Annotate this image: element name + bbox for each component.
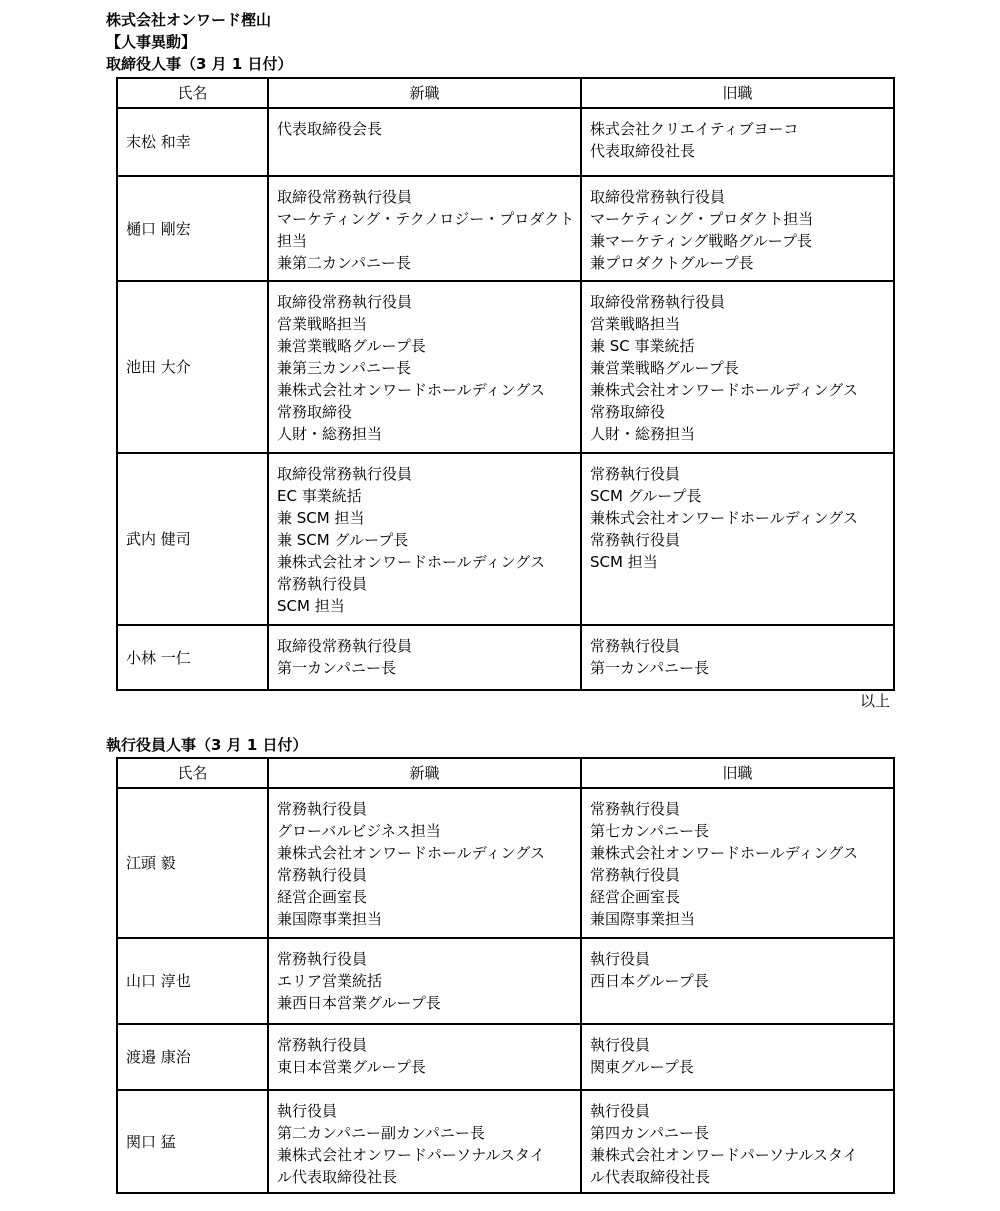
table-header-row [117, 758, 894, 788]
person-name: 江頭 毅 [117, 788, 268, 938]
old-position-line: 取締役常務執行役員 [590, 293, 726, 311]
column-header-new-position: 新職 [268, 758, 581, 788]
new-position-cell [268, 938, 581, 1024]
company-name: 株式会社オンワード樫山 [106, 11, 272, 29]
person-name: 末松 和幸 [117, 108, 268, 176]
new-position-line: 常務取締役 [277, 403, 353, 421]
person-name: 樋口 剛宏 [117, 176, 268, 281]
old-position-line: 関東グループ長 [590, 1058, 694, 1076]
new-position-line: マーケティング・テクノロジー・プロダクト [277, 210, 575, 228]
old-position-line: 第七カンパニー長 [590, 822, 709, 840]
new-position-line: 担当 [277, 232, 308, 250]
old-position-line: 執行役員 [590, 1102, 651, 1120]
new-position-line: ル代表取締役社長 [277, 1168, 398, 1186]
new-position-line: 兼株式会社オンワードホールディングス [277, 553, 546, 571]
table-row [117, 1090, 894, 1193]
column-header-name: 氏名 [117, 78, 268, 108]
old-position-cell [581, 176, 894, 281]
directors-table [116, 77, 895, 691]
old-position-cell [581, 281, 894, 453]
old-position-cell [581, 1024, 894, 1090]
new-position-line: 兼国際事業担当 [277, 910, 383, 928]
old-position-cell [581, 625, 894, 690]
old-position-line: 兼マーケティング戦略グループ長 [590, 232, 813, 250]
new-position-line: 常務執行役員 [277, 1036, 368, 1054]
officers-table [116, 757, 895, 1194]
new-position-line: 兼第二カンパニー長 [277, 254, 411, 272]
person-name: 小林 一仁 [117, 625, 268, 690]
new-position-line: 取締役常務執行役員 [277, 465, 413, 483]
old-position-line: 第一カンパニー長 [590, 659, 709, 677]
old-position-line: 営業戦略担当 [590, 315, 681, 333]
old-position-line: 代表取締役社長 [590, 142, 696, 160]
section-title-directors: 取締役人事（3 月 1 日付） [106, 55, 293, 73]
old-position-cell [581, 788, 894, 938]
new-position-line: 第一カンパニー長 [277, 659, 396, 677]
new-position-line: 兼西日本営業グループ長 [277, 994, 441, 1012]
new-position-line: 取締役常務執行役員 [277, 637, 413, 655]
old-position-line: 執行役員 [590, 1036, 651, 1054]
person-name: 池田 大介 [117, 281, 268, 453]
new-position-line: EC 事業統括 [277, 487, 362, 505]
new-position-line: グローバルビジネス担当 [277, 822, 441, 840]
new-position-line: 常務執行役員 [277, 575, 368, 593]
table-row [117, 625, 894, 690]
new-position-cell [268, 1024, 581, 1090]
old-position-cell [581, 1090, 894, 1193]
person-name: 山口 淳也 [117, 938, 268, 1024]
new-position-cell [268, 453, 581, 625]
new-position-line: 常務執行役員 [277, 950, 368, 968]
old-position-line: 兼株式会社オンワードホールディングス [590, 509, 859, 527]
old-position-line: 兼国際事業担当 [590, 910, 696, 928]
table-row [117, 938, 894, 1024]
old-position-line: 常務執行役員 [590, 531, 681, 549]
person-name: 関口 猛 [117, 1090, 268, 1193]
old-position-line: 兼営業戦略グループ長 [590, 359, 739, 377]
column-header-old-position: 旧職 [581, 78, 894, 108]
new-position-line: 東日本営業グループ長 [277, 1058, 426, 1076]
new-position-cell [268, 176, 581, 281]
old-position-line: 株式会社クリエイティブヨーコ [590, 120, 799, 138]
new-position-line: 常務執行役員 [277, 800, 368, 818]
old-position-line: 取締役常務執行役員 [590, 188, 726, 206]
old-position-line: 第四カンパニー長 [590, 1124, 709, 1142]
table-row [117, 176, 894, 281]
column-header-name: 氏名 [117, 758, 268, 788]
old-position-cell [581, 453, 894, 625]
new-position-line: SCM 担当 [277, 597, 345, 615]
new-position-cell [268, 281, 581, 453]
new-position-line: 兼株式会社オンワードホールディングス [277, 844, 546, 862]
document-title: 【人事異動】 [106, 33, 197, 51]
new-position-line: 兼株式会社オンワードパーソナルスタイ [277, 1146, 545, 1164]
closing-mark: 以上 [860, 692, 891, 710]
new-position-line: 兼営業戦略グループ長 [277, 337, 426, 355]
table-row [117, 788, 894, 938]
old-position-line: 執行役員 [590, 950, 651, 968]
new-position-cell [268, 625, 581, 690]
new-position-line: 兼第三カンパニー長 [277, 359, 411, 377]
table-row [117, 281, 894, 453]
old-position-line: ル代表取締役社長 [590, 1168, 711, 1186]
new-position-line: 取締役常務執行役員 [277, 188, 413, 206]
column-header-old-position: 旧職 [581, 758, 894, 788]
new-position-line: 兼 SCM グループ長 [277, 531, 409, 549]
old-position-line: 兼株式会社オンワードホールディングス [590, 381, 859, 399]
new-position-line: 常務執行役員 [277, 866, 368, 884]
new-position-line: 執行役員 [277, 1102, 338, 1120]
old-position-line: SCM 担当 [590, 553, 658, 571]
old-position-line: 人財・総務担当 [590, 425, 696, 443]
new-position-cell [268, 1090, 581, 1193]
table-header-row [117, 78, 894, 108]
new-position-line: 経営企画室長 [277, 888, 368, 906]
new-position-line: 営業戦略担当 [277, 315, 368, 333]
table-row [117, 108, 894, 176]
old-position-line: 兼プロダクトグループ長 [590, 254, 754, 272]
person-name: 渡邉 康治 [117, 1024, 268, 1090]
new-position-line: 人財・総務担当 [277, 425, 383, 443]
column-header-new-position: 新職 [268, 78, 581, 108]
new-position-line: 兼 SCM 担当 [277, 509, 365, 527]
old-position-line: 兼株式会社オンワードホールディングス [590, 844, 859, 862]
old-position-line: 常務執行役員 [590, 465, 681, 483]
section-title-officers: 執行役員人事（3 月 1 日付） [106, 736, 308, 754]
new-position-cell [268, 108, 581, 176]
new-position-line: 第二カンパニー副カンパニー長 [277, 1124, 485, 1142]
old-position-line: 兼 SC 事業統括 [590, 337, 695, 355]
new-position-line: 兼株式会社オンワードホールディングス [277, 381, 546, 399]
old-position-cell [581, 108, 894, 176]
old-position-line: 経営企画室長 [590, 888, 681, 906]
table-row [117, 1024, 894, 1090]
old-position-line: 兼株式会社オンワードパーソナルスタイ [590, 1146, 858, 1164]
old-position-line: 西日本グループ長 [590, 972, 709, 990]
new-position-cell [268, 788, 581, 938]
new-position-line: 取締役常務執行役員 [277, 293, 413, 311]
person-name: 武内 健司 [117, 453, 268, 625]
old-position-cell [581, 938, 894, 1024]
old-position-line: 常務執行役員 [590, 866, 681, 884]
new-position-line: 代表取締役会長 [277, 120, 383, 138]
new-position-line: エリア営業統括 [277, 972, 383, 990]
old-position-line: 常務執行役員 [590, 637, 681, 655]
old-position-line: マーケティング・プロダクト担当 [590, 210, 814, 228]
old-position-line: 常務取締役 [590, 403, 666, 421]
old-position-line: 常務執行役員 [590, 800, 681, 818]
table-row [117, 453, 894, 625]
old-position-line: SCM グループ長 [590, 487, 702, 505]
